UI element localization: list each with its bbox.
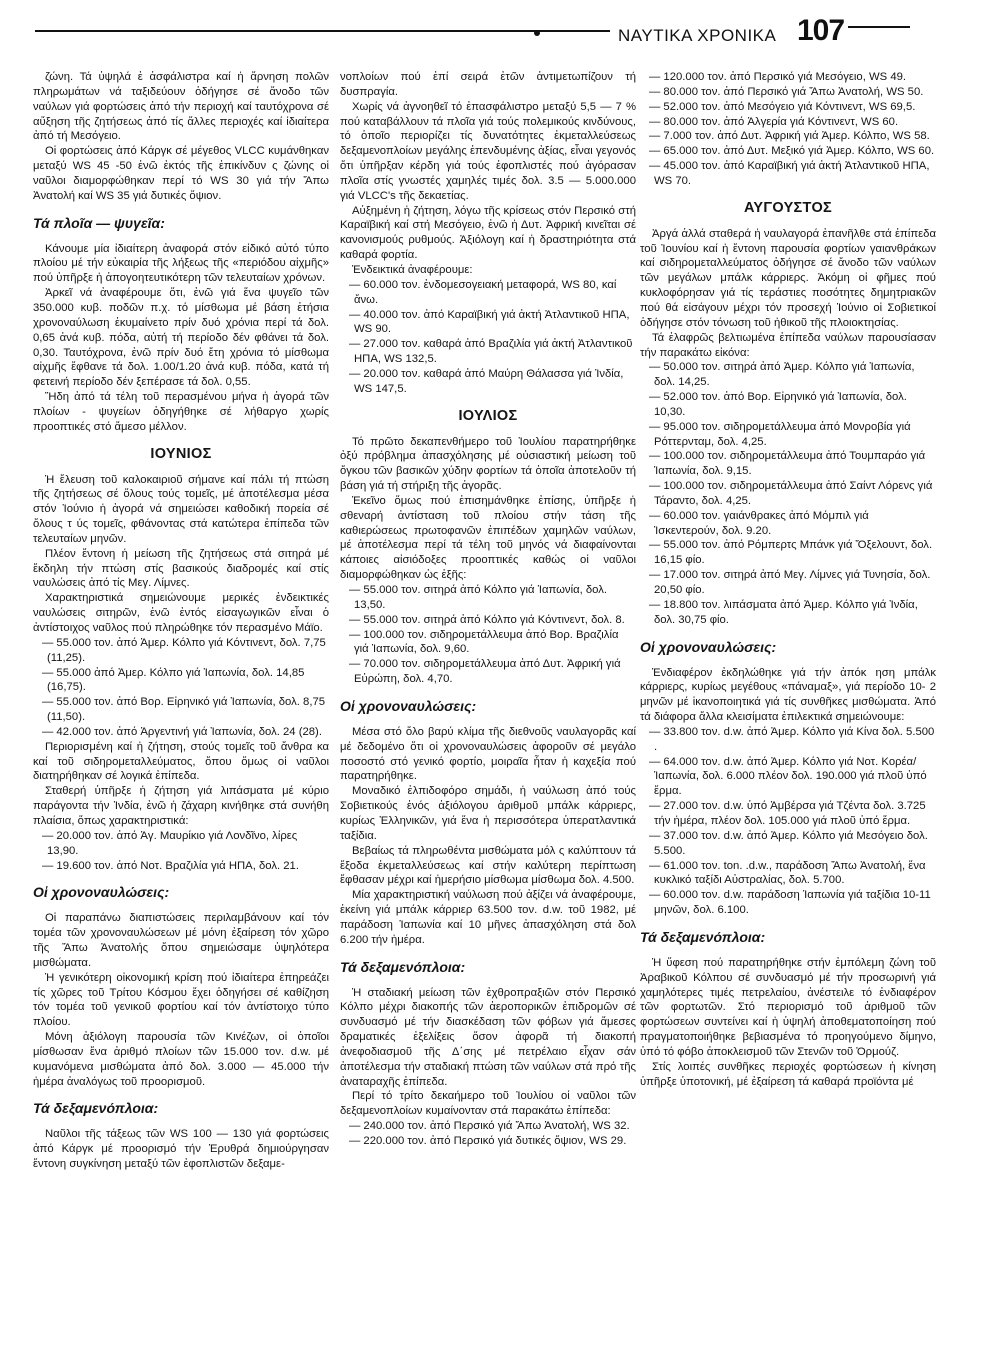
charter-list-item: — 65.000 τον. ἀπό Δυτ. Μεξικό γιά Ἀμερ. Κόλπο, WS 60. — [649, 145, 935, 158]
charter-list-item: — 27.000 τον. καθαρά ἀπό Βραζιλία γιά ἀκτή Ἀτλαντικοῦ ΗΠΑ, WS 132,5. — [349, 338, 633, 366]
body-paragraph: ζώνη. Τά ὑψηλά ἐ ἀσφάλιστρα καί ἡ ἄρνηση πολῶν πληρωμάτων νά ταξιδεύουν ὁδήγησε σέ ἄνοδο τῶν ναύλων γιά φορτώσεις ἀπό τήν περιοχή καί ταυτόχρονα σέ αὔξηση τῆς ζητήσεως ἀπό τίς ἄλλες περιοχές καί ἰδιαίτερα ἀπό τή Μεσόγειο. — [33, 71, 329, 143]
body-paragraph: Ἡ ἔλευση τοῦ καλοκαιριοῦ σήμανε καί πάλι τή πτώση τῆς ζητήσεως σέ ὅλους τούς τομεῖς, μέ ἀποτέλεσμα μέσα στόν Ἰούνιο ἡ ἀγορά νά σημειώσει καθοδική πορεία σέ ὅλους τ ύς τομεῖς, φθάνοντας στά κατώτερα ἐπίπεδα τῶν τελευταίων μηνῶν. — [33, 473, 329, 545]
body-paragraph: Τά ἐλαφρῶς βελτιωμένα ἐπίπεδα ναύλων παρουσίασαν τήν παρακάτω εἰκόνα: — [640, 331, 936, 359]
body-paragraph: Μία χαρακτηριστική ναύλωση πού ἀξίζει νά ἀναφέρουμε, ἐκείνη γιά μπάλκ κάρριερ 63.500 τον. d.w. τοῦ 1982, μέ παράδοση Ἰαπωνία καί 10 μῆνες ἀπασχόληση στά δολ 6.200 τήν ἡμέρα. — [340, 889, 636, 946]
charter-list-item: — 61.000 τον. ton. .d.w., παράδοση Ἄπω Ἀνατολή, ἕνα κυκλικό ταξίδι Αὐστραλίας, δολ. 5.700. — [649, 859, 926, 887]
body-paragraph: Χωρίς νά ἀγνοηθεῖ τό ἐπασφάλιστρο μεταξύ 5,5 — 7 % πού καταβάλλουν τά πλοῖα γιά τούς πολεμικούς κινδύνους, τό ὁποῖο περιορίζει τίς δυνατότητες ἐκμεταλλεύσεως δεξαμενοπλοίων μεγάλης ἐπενδυμένης ἀξίας, εἶναι γεγονός ὅτι ὑπῆρξαν κέρδη γιά τούς ἐφοπλιστές πού ἀγόρασαν πλοῖα στίς γνωστές χαμηλές τιμές δολ. 3.5 — 5.000.000 γιά VLCC's τῆς δεκαετίας. — [340, 100, 636, 202]
section-subheading: Τά πλοῖα — ψυγεῖα: — [33, 214, 165, 231]
body-paragraph: Ἐνδεικτικά ἀναφέρουμε: — [352, 263, 473, 276]
continued-paragraph: νοπλοίων πού ἐπί σειρά ἐτῶν ἀντιμετωπίζουν τή δυσπραγία. — [340, 71, 636, 98]
body-paragraph: Περί τό τρίτο δεκαήμερο τοῦ Ἰουλίου οἱ ναῦλοι τῶν δεξαμενοπλοίων κυμαίνονταν στά παρακάτω ἐπίπεδα: — [340, 1090, 636, 1118]
charter-list-item: — 80.000 τον. ἀπό Περσικό γιά Ἄπω Ἀνατολή, WS 50. — [649, 85, 924, 98]
charter-list-item: — 50.000 τον. σιτηρά ἀπό Ἀμερ. Κόλπο γιά Ἰαπωνία, δολ. 14,25. — [649, 361, 915, 389]
header-rule-left — [35, 30, 610, 32]
body-paragraph: Μοναδικό ἐλπιδοφόρο σημάδι, ἡ ναύλωση ἀπό τούς Σοβιετικούς ἑνός ἀξιόλογου ἀριθμοῦ μπάλκ κάρριερς, κυρίως Ἑλληνικῶν, γιά ἕνα ἡ περισσότερα ὑπερατλαντικά ταξίδια. — [340, 785, 636, 842]
body-paragraph: Μέσα στό ὅλο βαρύ κλίμα τῆς διεθνοῦς ναυλαγορᾶς καί μέ δεδομένο ὅτι οἱ χρονοναυλώσεις ἀφοροῦν σέ μεγάλο ποσοστό στό γενικό φορτίο, μοιραῖα ἦταν ἡ καχεξία πού παρατηρήθηκε. — [340, 725, 636, 783]
charter-list-item: — 55.000 τον. ἀπό Ρόμπερτς Μπάνκ γιά Ὄξελουντ, δολ. 16,15 φίο. — [649, 539, 933, 567]
body-paragraph: Ναῦλοι τῆς τάξεως τῶν WS 100 — 130 γιά φορτώσεις ἀπό Κάργκ μέ προορισμό τήν Ἐρυθρά δημιούργησαν ἔντονη συγκίνηση μεταξύ τῶν ἐφοπλιστῶν δεξαμε- — [33, 1128, 329, 1171]
charter-list-item: — 45.000 τον. ἀπό Καραϊβική γιά ἀκτή Ἀτλαντικοῦ ΗΠΑ, WS 70. — [649, 160, 930, 187]
body-paragraph: Ἐνδιαφέρον ἐκδηλώθηκε γιά τήν ἀπόκ ηση μπάλκ κάρριερς, κυρίως μεγέθους «πάναμαξ», γιά περίοδο 10- 2 μηνῶν μέ ἱκανοποιητικά γιά τίς συνθῆκες μισθώματα. Ἀπό τά διάφορα ἄλλα κλεισίματα ἐπιλεκτικά σημειώνουμε: — [640, 666, 936, 724]
charter-list-item: — 7.000 τον. ἀπό Δυτ. Ἀφρική γιά Ἀμερ. Κόλπο, WS 58. — [649, 130, 930, 143]
body-paragraph: Κάνουμε μία ἰδιαίτερη ἀναφορά στόν εἰδικό αὐτό τύπο πλοίου μέ τήν εὐκαιρία τῆς λήξεως τῆς «περιόδου αἰχμῆς» πού ὑπῆρξε ἡ ἀπογοητευτικότερη τῶν τελευταίων χρόνων. — [33, 242, 329, 285]
charter-list-item: — 20.000 τον. ἀπό Ἀγ. Μαυρίκιο γιά Λονδῖνο, λίρες 13,90. — [42, 829, 298, 857]
charter-list-item: — 95.000 τον. σιδηρομετάλλευμα ἀπό Μονροβία γιά Ρόττερνταμ, δολ. 4,25. — [649, 420, 911, 448]
body-paragraph: Ἡ σταδιακή μείωση τῶν ἐχθροπραξιῶν στόν Περσικό Κόλπο μέχρι διακοπής τῶν ἀεροπορικῶν ἐπιδρομῶν σέ συνδυασμό μέ τήν διασκέδαση τῶν φόβων γιά ἄμεσες δραματικές ἐξελίξεις ὅσον ἀφορᾶ τή διακοπή ἀνεφοδιασμοῦ τῆς Δ΄σης μέ πετρέλαιο εἶχαν σάν ἀποτέλεσμα τήν σταδιακή πτώση τῶν ναύλων στά πρό τῆς ἀναταραχῆς ἐπίπεδα. — [340, 986, 636, 1088]
body-paragraph: Σταθερή ὑπῆρξε ἡ ζήτηση γιά λιπάσματα μέ κύριο παράγοντα τήν Ἰνδία, ἐνῶ ἡ ζάχαρη κινήθηκε στά συνήθη πλαίσια, ὅπως χαρακτηριστικά: — [33, 785, 329, 827]
charter-list-item: — 55.000 τον. σιτηρά ἀπό Κόλπο γιά Ἰαπωνία, δολ. 13,50. — [349, 584, 608, 611]
header-rule-right — [848, 26, 910, 28]
body-paragraph: Αὐξημένη ἡ ζήτηση, λόγω τῆς κρίσεως στόν Περσικό στή Καραϊβική καί στή Μεσόγειο, ἐνῶ ἡ Δυτ. Ἀφρική κινεῖται σέ κανονισμούς ρυθμούς. Ἀξιόλογη καί ἡ δραστηριότητα στά καθαρά φορτία. — [340, 204, 636, 262]
charter-list-item: — 120.000 τον. ἀπό Περσικό γιά Μεσόγειο, WS 49. — [649, 71, 907, 83]
section-subheading: Τά δεξαμενόπλοια: — [640, 928, 766, 945]
month-heading: ΙΟΥΝΙΟΣ — [150, 445, 212, 462]
charter-list-item: — 37.000 τον. d.w. ἀπό Ἀμερ. Κόλπο γιά Μεσόγειο δολ. 5.500. — [649, 829, 928, 857]
body-paragraph: Πλέον ἔντονη ἡ μείωση τῆς ζητήσεως στά σιτηρά μέ ἔκδηλη τήν πτώση στίς βασικούς διαδρομές καί στίς ναυλώσεις ἀπό τίς Μεγ. Λίμνες. — [33, 547, 329, 590]
charter-list-item: — 55.000 τον. ἀπό Βορ. Εἰρηνικό γιά Ἰαπωνία, δολ. 8,75 (11,50). — [42, 696, 326, 724]
text-column-3 — [640, 70, 936, 1089]
charter-list-item: — 33.800 τον. d.w. ἀπό Ἀμερ. Κόλπο γιά Κίνα δολ. 5.500 . — [649, 725, 935, 753]
charter-list-item: — 60.000 τον. d.w. παράδοση Ἰαπωνία γιά ταξίδια 10-11 μηνῶν, δολ. 6.100. — [649, 889, 931, 917]
section-subheading: Τά δεξαμενόπλοια: — [33, 1100, 159, 1117]
charter-list-item: — 55.000 ἀπό Ἀμερ. Κόλπο γιά Ἰαπωνία, δολ. 14,85 (16,75). — [42, 666, 305, 694]
charter-list-item: — 52.000 τον. ἀπό Μεσόγειο γιά Κόντινεντ, WS 69,5. — [649, 100, 916, 113]
body-paragraph: Ἡ γενικότερη οἰκονομική κρίση πού ἰδιαίτερα ἐπηρεάζει τίς χῶρες τοῦ Τρίτου Κόσμου ἔχει ὁδηγήσει σέ καθίζηση τόν τομέα τοῦ γενικοῦ φορτίου καί τόν ἀντίστοιχο τύπο πλοίου. — [33, 971, 329, 1029]
charter-list-item: — 17.000 τον. σιτηρά ἀπό Μεγ. Λίμνες γιά Τυνησία, δολ. 20,50 φίο. — [649, 569, 931, 596]
charter-list-item: — 18.800 τον. λιπάσματα ἀπό Ἀμερ. Κόλπο γιά Ἰνδία, δολ. 30,75 φίο. — [649, 598, 918, 626]
charter-list-item: — 80.000 τον. ἀπό Ἀλγερία γιά Κόντινεντ, WS 60. — [649, 115, 899, 128]
charter-list-item: — 19.600 τον. ἀπό Νοτ. Βραζιλία γιά ΗΠΑ, δολ. 21. — [42, 859, 299, 872]
section-subheading: Οἱ χρονοναυλώσεις: — [33, 884, 170, 901]
charter-list-item: — 60.000 τον. γαιάνθρακες ἀπό Μόμπιλ γιά Ἰσκεντερούν, δολ. 9.20. — [649, 509, 869, 537]
charter-list-item: — 220.000 τον. ἀπό Περσικό γιά δυτικές ὄψιον, WS 29. — [349, 1135, 627, 1147]
page-number: 107 — [797, 14, 845, 47]
charter-list-item: — 52.000 τον. ἀπό Βορ. Εἰρηνικό γιά Ἰαπωνία, δολ. 10,30. — [649, 391, 907, 418]
body-paragraph: Ἀρκεῖ νά ἀναφέρουμε ὅτι, ἐνῶ γιά ἕνα ψυγεῖο τῶν 350.000 κυβ. ποδῶν π.χ. τό μίσθωμα μέ βάση ἐτήσια χρονοναύλωση ἐκυμαίνετο πρίν δυό χρόνια περί τά δολ. 0,65 ἀνά κυβ. πόδα, αὐτή τή περίοδο δέν φθάνει τά δολ. 0,30. Ταυτόχρονα, ἐνῶ πρίν δυό ἔτη χρόνια τό μίσθωμα αἰχμῆς ἔφθανε τά δολ. 1.00/1.20 ἀνά κυβ. πόδα, κατά τή φετεινή περίοδο δέν ξεπέρασε τά δολ. 0,55. — [33, 287, 329, 389]
header-dot — [534, 30, 540, 36]
charter-list-item: — 64.000 τον. d.w. ἀπό Ἀμερ. Κόλπο γιά Νοτ. Κορέα/Ἰαπωνία, δολ. 6.000 πλέον δολ. 190.000 γιά πλοῦ ὑπό ἕρμα. — [649, 755, 927, 798]
charter-list-item: — 27.000 τον. d.w. ὑπό Ἀμβέρσα γιά Τζέντα δολ. 3.725 τήν ἡμέρα, πλέον δολ. 105.000 γιά πλοῦ ὑπό ἕρμα. — [649, 800, 926, 827]
magazine-title: ΝΑΥΤΙΚΑ ΧΡΟΝΙΚΑ — [618, 26, 777, 45]
body-paragraph: Ἤδη ἀπό τά τέλη τοῦ περασμένου μήνα ἡ ἀγορά τῶν πλοίων - ψυγείων ὁδηγήθηκε σέ λήθαργο χωρίς προοπτικές στό ἄμεσο μέλλον. — [33, 391, 329, 433]
charter-list-item: — 100.000 τον. σιδηρομετάλλευμα ἀπό Σαίντ Λόρενς γιά Τάραντο, δολ. 4,25. — [649, 480, 933, 507]
body-paragraph: Περιορισμένη καί ἡ ζήτηση, στούς τομεῖς τοῦ ἄνθρα κα καί τοῦ σιδηρομεταλλεύματος, ὅπου ὅμως οἱ ναῦλοι διατηρήθηκαν σέ λογικά ἐπίπεδα. — [33, 740, 329, 783]
charter-list-item: — 42.000 τον. ἀπό Ἀργεντινή γιά Ἰαπωνία, δολ. 24 (28). — [42, 725, 322, 738]
charter-list-item: — 70.000 τον. σιδηρομετάλλευμα ἀπό Δυτ. Ἀφρική γιά Εὐρώπη, δολ. 4,70. — [349, 658, 621, 686]
body-paragraph: Στίς λοιπές συνθῆκες περιοχές φορτώσεων ἡ κίνηση ὑπῆρξε ὑποτονική, μέ ἐξαίρεση τά καθαρά προϊόντα μέ — [640, 1060, 936, 1088]
body-paragraph: Οἱ φορτώσεις ἀπό Κάργκ σέ μέγεθος VLCC κυμάνθηκαν μεταξύ WS 45 -50 ἐνῶ ἐκτός τῆς ἐπικίνδυν ς ζώνης οἱ ναῦλοι διαμορφώθηκαν περί τό WS 30 γιά τήν Ἄπω Ἀνατολή καί WS 35 γιά δυτικές ὄψιον. — [33, 145, 329, 202]
month-heading: ΙΟΥΛΙΟΣ — [458, 407, 518, 424]
body-paragraph: Χαρακτηριστικά σημειώνουμε μερικές ἐνδεικτικές ναυλώσεις σιτηρῶν, ἐνῶ ἐντός εἰσαγωγικῶν εἶναι ὁ ἀντίστοιχος ναῦλος πού πληρώθηκε τόν περασμένο Μάϊο. — [33, 592, 329, 634]
charter-list-item: — 60.000 τον. ἐνδομεσογειακή μεταφορά, WS 80, καί ἄνω. — [349, 278, 617, 306]
section-subheading: Τά δεξαμενόπλοια: — [340, 958, 466, 975]
charter-list-item: — 100.000 τον. σιδηρομετάλλευμα ἀπό Βορ. Βραζιλία γιά Ἰαπωνία, δολ. 9,60. — [349, 628, 619, 656]
section-subheading: Οἱ χρονοναυλώσεις: — [640, 638, 777, 655]
charter-list-item: — 100.000 τον. σιδηρομετάλλευμα ἀπό Τουμπαράο γιά Ἰαπωνία, δολ. 9,15. — [649, 450, 926, 478]
text-column-2 — [340, 70, 636, 1149]
body-paragraph: Ἡ ὕφεση πού παρατηρήθηκε στήν ἐμπόλεμη ζώνη τοῦ Ἀραβικοῦ Κόλπου σέ συνδυασμό μέ τήν προσωρινή γιά χαμηλότερες τιμές πετρελαίου, ἀνέστειλε τό ἐνδιαφέρον τῶν φορτωτῶν. Στό περιορισμό τοῦ ἀριθμοῦ τῶν φορτώσεων συντείνει καί ἡ ὑψηλή ἀποθεματοποίηση πού πραγματοποιήθηκε βεβιασμένα τό προηγούμενο δίμηνο, ὑπό τό φόβο ἀποκλεισμοῦ τῶν Στενῶν τοῦ Ὁρμούζ. — [640, 956, 936, 1058]
month-heading: ΑΥΓΟΥΣΤΟΣ — [743, 199, 833, 216]
charter-list-item: — 40.000 τον. ἀπό Καραϊβική γιά ἀκτή Ἀτλαντικοῦ ΗΠΑ, WS 90. — [349, 308, 630, 336]
body-paragraph: Ἀργά ἀλλά σταθερά ἡ ναυλαγορά ἐπανῆλθε στά ἐπίπεδα τοῦ Ἰουνίου καί ἡ ἔντονη παρουσία φορτίων γαιανθράκων καί σιδηρομεταλλεύματος ὁδήγησε σέ ἄνοδο τῶν ναύλων τῶν μεγάλων μπάλκ κάρριερς. Ἀκόμη οἱ φῆμες πού κυκλοφόρησαν γιά τίς τεράστιες ποσότητες δημητριακῶν πού θά εἰσάγουν μέχρι τόν προσεχή Ἰούνιο οἱ Σοβιετικοί ὁδήγησε στόν τόνωση τοῦ ἠθικοῦ τῆς πλοιοκτησίας. — [640, 227, 936, 329]
charter-list-item: — 240.000 τον. ἀπό Περσικό γιά Ἄπω Ἀνατολή, WS 32. — [349, 1120, 630, 1133]
body-paragraph: Οἱ παραπάνω διαπιστώσεις περιλαμβάνουν καί τόν τομέα τῶν χρονοναυλώσεων μέ μόνη ἐξαίρεση τόν χῶρο τῆς Ἄπω Ἀνατολής ὅπου σημειώσαμε ὑψηλότερα μισθώματα. — [33, 912, 329, 969]
body-paragraph: Τό πρῶτο δεκαπενθήμερο τοῦ Ἰουλίου παρατηρήθηκε ὀξύ πρόβλημα ἀπασχόλησης μέ οὐσιαστική μείωση τοῦ ὄγκου τῶν βασικῶν χύδην φορτίων τά ὁποῖα ἀποτελοῦν τή βάση γιά τή στήριξη τῆς ἀγορᾶς. — [340, 435, 636, 493]
body-paragraph: Ἐκεῖνο ὅμως πού ἐπισημάνθηκε ἐπίσης, ὑπῆρξε ἡ σθεναρή ἀντίσταση τοῦ πλοίου στήν τάση τῆς καθιερώσεως πρωτοφανῶν ἐπιπέδων χαμηλῶν ναύλων, μέ ἀποτέλεσμα περί τά τέλη τοῦ μηνός νά διαφαίνονται κάποιες αἰσιόδοξες προοπτικές καθώς οἱ ναῦλοι διαμορφώθηκαν ὡς ἑξῆς: — [340, 494, 636, 582]
charter-list-item: — 55.000 τον. σιτηρά ἀπό Κόλπο γιά Κόντινεντ, δολ. 8. — [349, 613, 625, 626]
text-column-1 — [33, 70, 329, 1172]
section-subheading: Οἱ χρονοναυλώσεις: — [340, 697, 477, 714]
body-paragraph: Μόνη ἀξιόλογη παρουσία τῶν Κινέζων, οἱ ὁποῖοι μίσθωσαν ἕνα ἀριθμό πλοίων τῶν 15.000 τον. d.w. μέ κυμανόμενα μισθώματα ἀπό δολ. 3.000 — 45.000 τήν ἡμέρα ἀναλόγως τοῦ προορισμοῦ. — [33, 1031, 329, 1088]
charter-list-item: — 55.000 τον. ἀπό Ἀμερ. Κόλπο γιά Κόντινεντ, δολ. 7,75 (11,25). — [42, 636, 326, 664]
body-paragraph: Βεβαίως τά πληρωθέντα μισθώματα μόλ ς καλύπτουν τά ἔξοδα ἐκμεταλλεύσεως καί στήν καλύτερη περίπτωση ἔφθασαν μέχρι καί ἡμερήσιο μίσθωμα μίσθωμα δολ. 4.500. — [340, 844, 636, 887]
charter-list-item: — 20.000 τον. καθαρά ἀπό Μαύρη Θάλασσα γιά Ἰνδία, WS 147,5. — [349, 367, 624, 395]
